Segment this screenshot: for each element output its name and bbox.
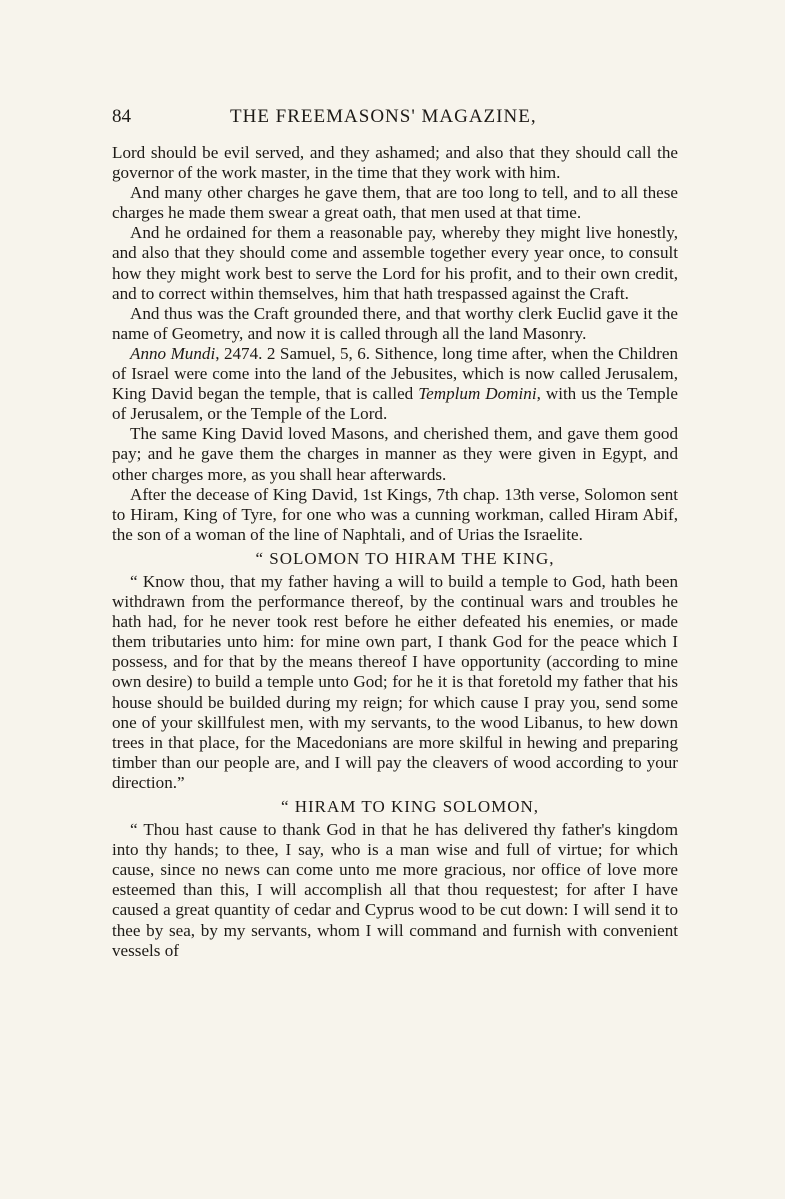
text-segment: After the decease of King David, 1st Kings, 7th chap. 13th verse, Solomon sent to Hiram, King of Tyre, for one who was a cunning workman, called Hiram Abif, the son of a woman of the line of Naphtali, and of Urias the Israelite. <box>112 484 678 544</box>
paragraph-list <box>112 143 678 545</box>
page-number: 84 <box>112 106 131 127</box>
paragraph <box>112 223 678 303</box>
italic-text: Anno Mundi <box>130 343 216 363</box>
text-segment: Lord should be evil served, and they ashamed; and also that they should call the governor of the work master, in the time that they work with him. <box>112 143 678 183</box>
paragraph <box>112 344 678 424</box>
text-segment: And many other charges he gave them, that are too long to tell, and to all these charges he made them swear a great oath, that men used at that time. <box>112 183 678 223</box>
article-body <box>112 143 678 961</box>
text-segment: And he ordained for them a reasonable pay, whereby they might live honestly, and also that they should come and assemble together every year once, to consult how they might work best to serve the Lord for his profit, and to their own credit, and to correct within themselves, him that hath trespassed against the Craft. <box>112 223 678 303</box>
paragraph <box>112 304 678 344</box>
paragraph <box>112 485 678 545</box>
text-segment: , with us the Temple of Jerusalem, or the Temple of the Lord. <box>112 384 678 424</box>
text-segment: The same King David loved Masons, and cherished them, and gave them good pay; and he gave them the charges in manner as they were given in Egypt, and other charges more, as you shall hear afterwards. <box>112 424 678 484</box>
text-segment: , 2474. 2 Samuel, 5, 6. Sithence, long time after, when the Children of Israel were come into the land of the Jebusites, which is now called Jerusalem, King David began the temple, that is called <box>112 343 678 404</box>
letter-hiram-text: “ Thou hast cause to thank God in that he has delivered thy father's kingdom into thy hands; to thee, I say, who is a man wise and full of virtue; for which cause, since no news can come unto me more gracious, nor office of love more esteemed than this, I will accomplish all that thou requestest; for after I have caused a great quantity of cedar and Cyprus wood to be cut down: I will send it to thee by sea, by my servants, whom I will command and furnish with convenient vessels of <box>112 820 678 960</box>
letter-heading-hiram: “ HIRAM TO KING SOLOMON, <box>280 797 540 816</box>
publication-title: THE FREEMASONS' MAGAZINE, <box>230 106 537 127</box>
paragraph <box>112 143 678 183</box>
letter-solomon-text: “ Know thou, that my father having a will to build a temple to God, hath been withdrawn from the performance thereof, by the continual wars and troubles he hath had, for he never took rest before he either defeated his enemies, or made them tributaries unto him: for mine own part, I thank God for the peace which I possess, and for that by the means thereof I have opportunity (according to mine own desire) to build a temple unto God; for he it is that foretold my father that his house should be builded during my reign; for which cause I pray you, send some one of your skillfulest men, with my servants, to the wood Libanus, to hew down trees in that place, for the Macedonians are more skilful in hewing and preparing timber than our people are, and I will pay the cleavers of wood according to your direction.” <box>112 571 678 792</box>
letter-heading-solomon: “ SOLOMON TO HIRAM THE KING, <box>255 548 555 568</box>
text-segment: And thus was the Craft grounded there, and that worthy clerk Euclid gave it the name of Geometry, and now it is called through all the land Masonry. <box>112 303 678 343</box>
paragraph <box>112 424 678 484</box>
italic-text: Templum Domini <box>418 384 537 404</box>
paragraph <box>112 183 678 223</box>
